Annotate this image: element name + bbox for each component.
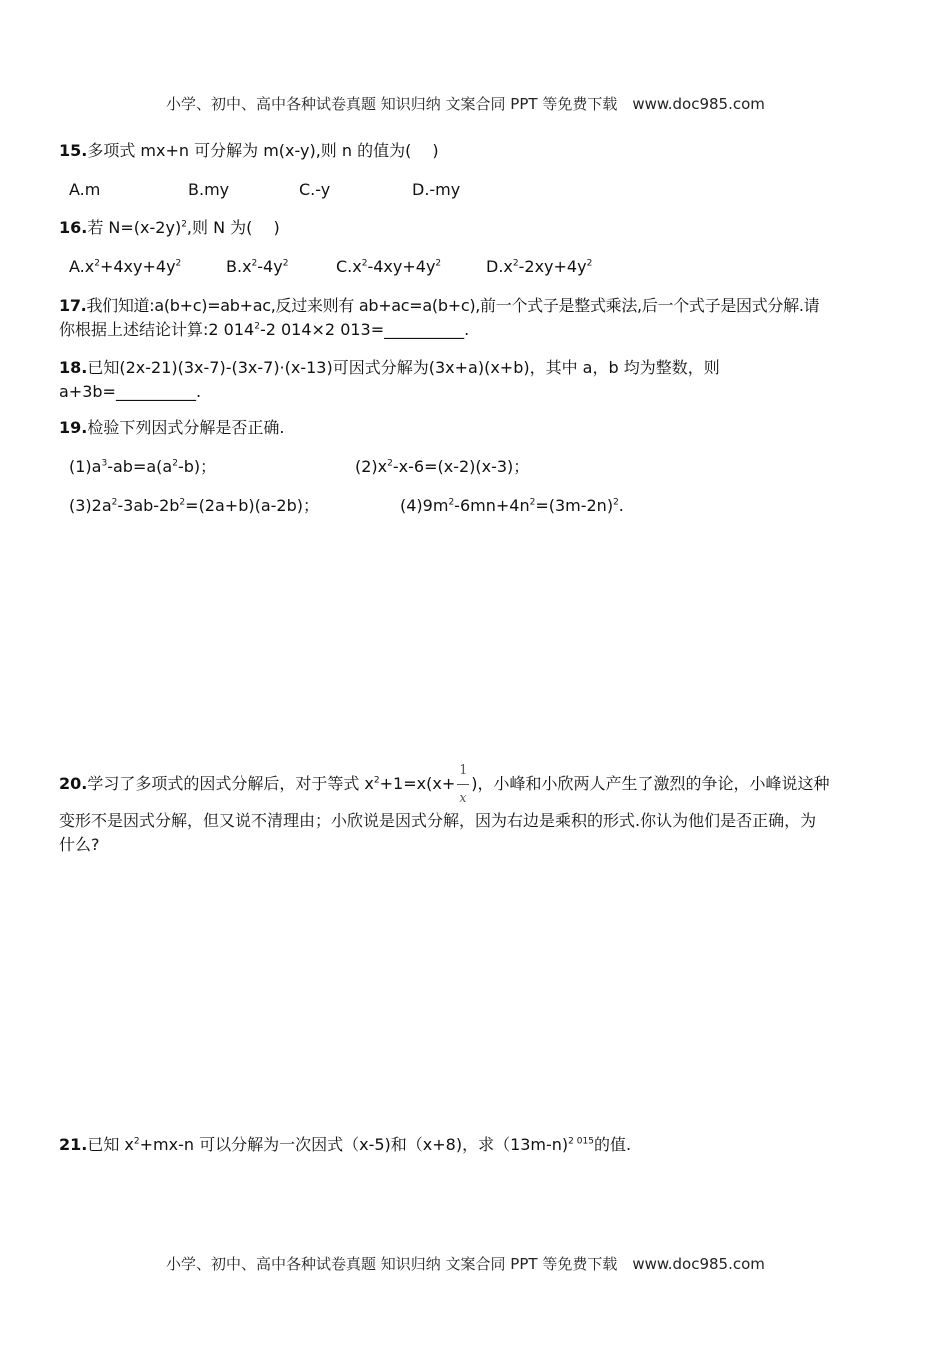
q15-option-d: D.-my — [412, 180, 461, 199]
q15-option-b: B.my — [188, 180, 230, 199]
question-18 — [59, 356, 720, 380]
question-number: 18. — [59, 358, 88, 377]
question-15 — [59, 139, 439, 163]
question-number: 16. — [59, 218, 88, 237]
q16-option-c: $C.x^2-4xy+4y^2$ — [336, 257, 442, 276]
q16-option-b: $B.x^2-4y^2$ — [226, 257, 289, 276]
question-17 — [59, 294, 819, 318]
question-number: 19. — [59, 418, 88, 437]
question-18-line2: a+3b=__________. — [59, 382, 202, 401]
question-text: 多项式 mx+n 可分解为 m(x-y),则 n 的值为( ) — [87, 141, 439, 160]
question-text: 若 N=(x-2y) — [87, 218, 182, 237]
question-number: 20. — [59, 774, 88, 793]
question-text: ,则 N 为( ) — [186, 218, 280, 237]
question-20-line2: 变形不是因式分解，但又说不清理由；小欣说是因式分解，因为右边是乘积的形式.你认为他们是否正确，为 — [59, 811, 817, 830]
page-footer: 小学、初中、高中各种试卷真题 知识归纳 文案合同 PPT 等免费下载 www.doc985.com — [166, 1255, 765, 1273]
question-20-line3: 什么? — [59, 835, 100, 854]
question-text: 已知(2x-21)(3x-7)-(3x-7)·(x-13)可因式分解为(3x+a)(x+b)，其中 a，b 均为整数，则 — [87, 358, 720, 377]
q15-option-c: C.-y — [299, 180, 331, 199]
question-text: 学习了多项式的因式分解后，对于等式 x — [87, 774, 374, 793]
question-text: 我们知道:a(b+c)=ab+ac,反过来则有 ab+ac=a(b+c),前一个式子是整式乘法,后一个式子是因式分解.请 — [86, 296, 820, 315]
q19-part-3: $(3)2a^2-3ab-2b^2=(2a+b)(a-2b)$； — [69, 496, 319, 515]
question-number: 17. — [59, 296, 87, 315]
fraction-one-over-x: $\frac{1}{x}$ — [459, 762, 468, 806]
question-21: 21.已知 $x^2+mx-n$ 可以分解为一次因式（x-5)和（x+8)，求（13m-n)$^{2 015}$的值. — [59, 1135, 632, 1154]
question-text: 检验下列因式分解是否正确. — [87, 418, 285, 437]
question-number: 21. — [59, 1135, 88, 1154]
q19-part-2: $(2)x^2-x-6=(x-2)(x-3)$； — [355, 457, 530, 476]
page-header: 小学、初中、高中各种试卷真题 知识归纳 文案合同 PPT 等免费下载 www.doc985.com — [166, 95, 765, 113]
question-20: 20.学习了多项式的因式分解后，对于等式 $x^2+1=x(x+$ $\frac{1}{x}$ )，小峰和小欣两人产生了激烈的争论，小峰说这种 — [59, 762, 830, 806]
question-number: 15. — [59, 141, 88, 160]
question-16 — [59, 216, 280, 240]
q16-option-d: $D.x^2-2xy+4y^2$ — [486, 257, 593, 276]
q16-option-a: $A.x^2+4xy+4y^2$ — [69, 257, 182, 276]
question-text: 已知 x — [87, 1135, 134, 1154]
q19-part-1: $(1)a^3-ab=a(a^2-b)$； — [69, 457, 217, 476]
q15-option-a: A.m — [69, 180, 101, 199]
q19-part-4: $(4)9m^2-6mn+4n^2=(3m-2n)^2$. — [400, 496, 624, 515]
question-17-line2: 你根据上述结论计算:2 $014^2-2$ 014×2 013=__________. — [59, 320, 470, 339]
question-19 — [59, 416, 284, 440]
superscript: 2 — [181, 219, 187, 230]
